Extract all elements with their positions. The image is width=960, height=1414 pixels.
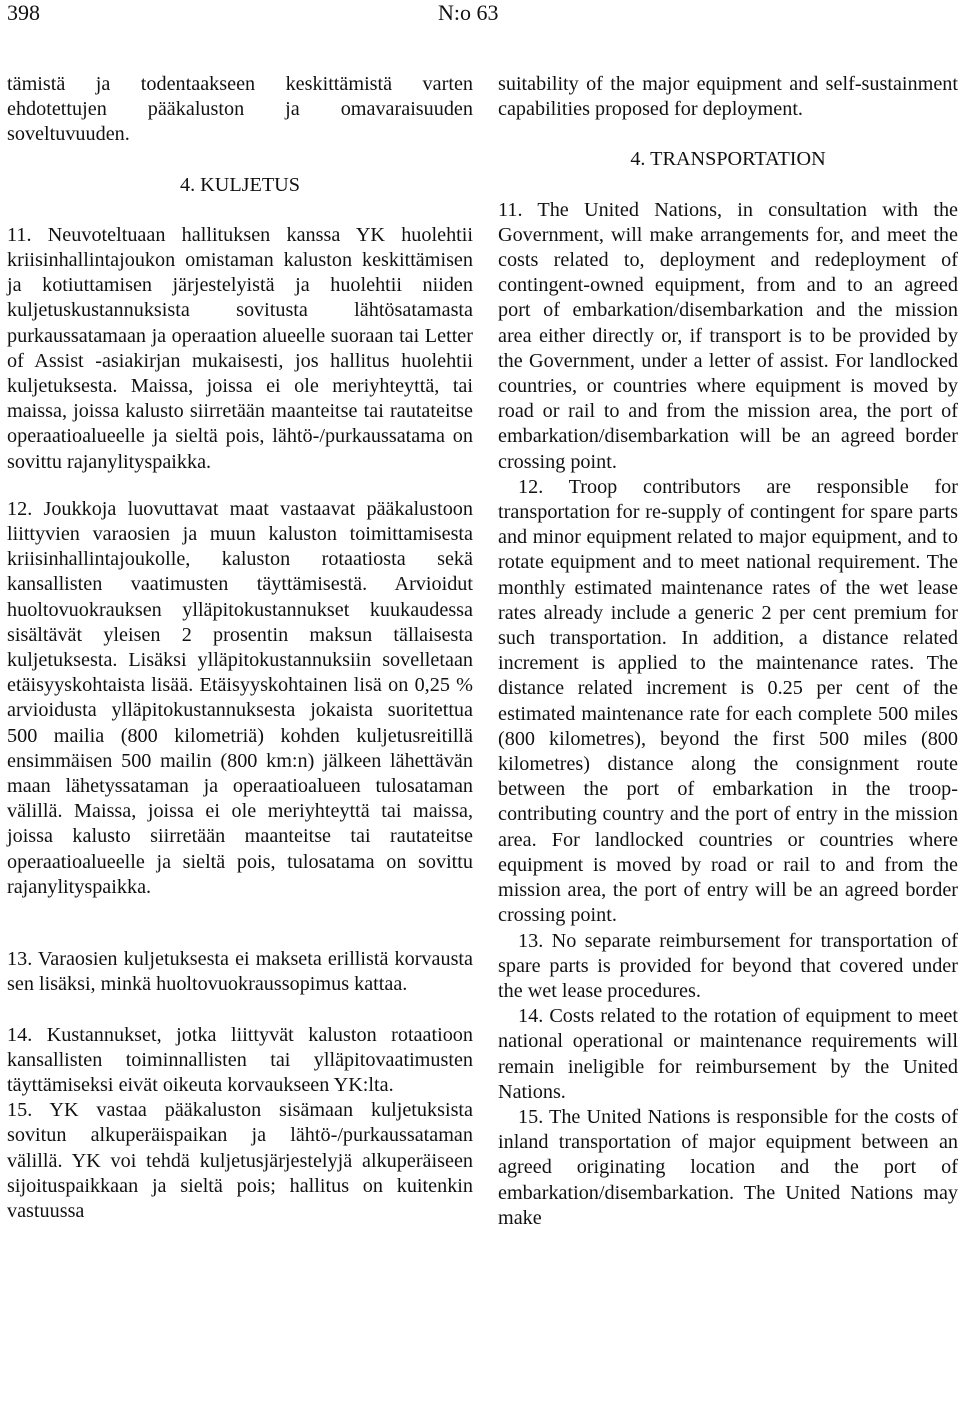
finnish-paragraph-14: 14. Kustannukset, jotka liittyvät kaluston rotaatioon kansallisten toiminnallisten tai ylläpitovaatimusten täyttämiseksi eivät oikeuta korvaukseen YK:lta.	[7, 1023, 473, 1096]
finnish-paragraph-13: 13. Varaosien kuljetuksesta ei makseta erillistä korvausta sen lisäksi, minkä huoltovuokraussopimus kattaa.	[7, 948, 473, 996]
english-paragraph-11: 11. The United Nations, in consultation with the Government, will make arrangements for, and meet the costs related to, deployment and redeployment of contingent-owned equipment, from and to an agreed port of embarkation/disembarkation and the mission area either directly or, if transport is to be provided by the Government, under a letter of assist. For landlocked countries, or countries where equipment is moved by road or rail to and from the mission area, the port of embarkation/disembarkation will be an agreed border crossing point.	[498, 198, 958, 473]
english-intro: suitability of the major equipment and self-sustainment capabilities proposed for deployment.	[498, 73, 958, 121]
english-paragraph-15: 15. The United Nations is responsible for the costs of inland transportation of major equipment between an agreed originating location and the port of embarkation/disembarkation. The United Nations may make	[498, 1105, 958, 1229]
issue-number: N:o 63	[438, 0, 499, 25]
finnish-paragraph-15: 15. YK vastaa pääkaluston sisämaan kuljetuksista sovitun alkuperäispaikan ja lähtö-/purkaussataman välillä. YK voi tehdä kuljetusjärjestelyjä alkuperäiseen sijoituspaikkaan ja sieltä pois; hallitus on kuitenkin vastuussa	[7, 1099, 473, 1222]
english-paragraph-14: 14. Costs related to the rotation of equipment to meet national operational or maintenance requirements will remain ineligible for reimbursement by the United Nations.	[498, 1005, 958, 1103]
english-paragraph-12: 12. Troop contributors are responsible for transportation for re-supply of contingent for spare parts and minor equipment related to major equipment, and to rotate equipment and to meet national requirement. The monthly estimated maintenance rates of the wet lease rates already include a generic 2 per cent premium for such transportation. In addition, a distance related increment is applied to the maintenance rates. The distance related increment is 0.25 per cent of the estimated maintenance rate for each complete 500 miles (800 kilometres), beyond the first 500 miles (800 kilometres) distance along the consignment route between the port of embarkation in the troop-contributing country and the port of entry in the mission area. For landlocked countries or countries where equipment is moved by road or rail to and from the mission area, the port of entry will be an agreed border crossing point.	[498, 475, 958, 927]
english-paragraph-13: 13. No separate reimbursement for transportation of spare parts is provided for beyond that covered under the wet lease procedures.	[498, 929, 958, 1002]
english-section-heading: 4. TRANSPORTATION	[630, 148, 826, 171]
page-number: 398	[7, 0, 40, 25]
page-header	[0, 0, 960, 36]
finnish-column	[7, 72, 473, 1224]
finnish-section-heading: 4. KULJETUS	[179, 173, 300, 196]
finnish-paragraph-12: 12. Joukkoja luovuttavat maat vastaavat pääkalustoon liittyvien varaosien ja muun kaluston toimittamisesta kriisinhallintajoukolle, kaluston rotaatiosta sekä kansallisten vaatimusten täyttämisestä. Arvioidut huoltovuokrauksen ylläpitokustannukset kuukaudessa sisältävät yleisen 2 prosentin maksun tällaisesta kuljetuksesta. Lisäksi ylläpitokustannuksiin sovelletaan etäisyyskohtaista lisää. Etäisyyskohtainen lisä on 0,25 % arvioidusta ylläpitokustannuksesta jokaista suoritettua 500 mailia (800 kilometriä) kohden kuljetusreitillä ensimmäisen 500 mailin (800 km:n) jälkeen lähettävän maan lähetyssataman ja operaatioalueen tulosataman välillä. Maissa, joissa ei ole meriyhteyttä tai maissa, joissa kalusto siirretään maanteitse tai rautateitse operaatioalueelle ja sieltä pois, tulosatama on sovittu rajanylityspaikka.	[7, 497, 473, 898]
finnish-intro: tämistä ja todentaakseen keskittämistä varten ehdotettujen pääkaluston ja omavaraisuuden soveltuvuuden.	[7, 73, 473, 146]
english-column	[498, 72, 958, 1231]
finnish-paragraph-11: 11. Neuvoteltuaan hallituksen kanssa YK huolehtii kriisinhallintajoukon omistaman kaluston keskittämisen ja kotiuttamisen järjestelyistä ja huolehtii niiden kuljetuskustannuksista sovitusta lähtösatamasta purkaussatamaan ja operaation alueelle suoraan tai Letter of Assist -asiakirjan mukaisesti, jos hallitus huolehtii kuljetuksesta. Maissa, joissa ei ole meriyhteyttä, tai maissa, joissa kalusto siirretään maanteitse tai rautateitse operaatioalueelle ja sieltä pois, lähtö-/purkaussatama on sovittu rajanylityspaikka.	[7, 223, 473, 473]
